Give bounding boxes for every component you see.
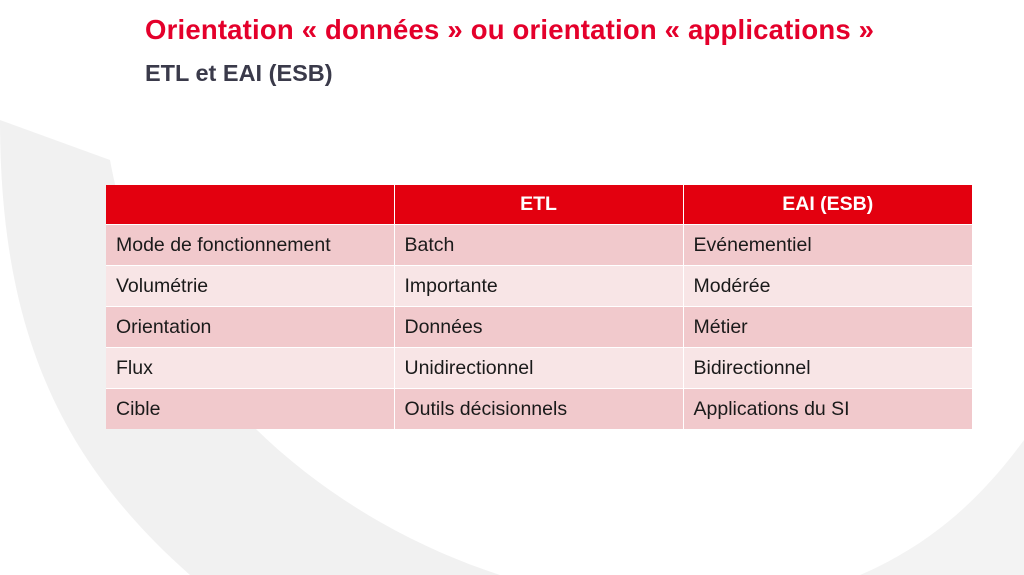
table-header-row: [106, 185, 972, 225]
table-cell: Importante: [394, 266, 683, 307]
table-row: [106, 389, 972, 430]
table-header-cell-empty: [106, 185, 394, 225]
table-row: [106, 307, 972, 348]
table-cell: Unidirectionnel: [394, 348, 683, 389]
comparison-table: [106, 185, 972, 429]
table-cell: Données: [394, 307, 683, 348]
table-header-cell-etl: ETL: [394, 185, 683, 225]
table-cell: Cible: [106, 389, 394, 430]
table-cell: Evénementiel: [683, 225, 972, 266]
table-cell: Flux: [106, 348, 394, 389]
table-cell: Batch: [394, 225, 683, 266]
table-cell: Métier: [683, 307, 972, 348]
table-cell: Applications du SI: [683, 389, 972, 430]
table-cell: Volumétrie: [106, 266, 394, 307]
table-header-cell-eai: EAI (ESB): [683, 185, 972, 225]
table-cell: Mode de fonctionnement: [106, 225, 394, 266]
slide-subtitle: ETL et EAI (ESB): [145, 60, 333, 86]
table-row: [106, 348, 972, 389]
table-cell: Orientation: [106, 307, 394, 348]
table-row: [106, 266, 972, 307]
table-row: [106, 225, 972, 266]
slide-title: Orientation « données » ou orientation « applications »: [145, 14, 875, 45]
table-cell: Bidirectionnel: [683, 348, 972, 389]
table-cell: Outils décisionnels: [394, 389, 683, 430]
table-cell: Modérée: [683, 266, 972, 307]
